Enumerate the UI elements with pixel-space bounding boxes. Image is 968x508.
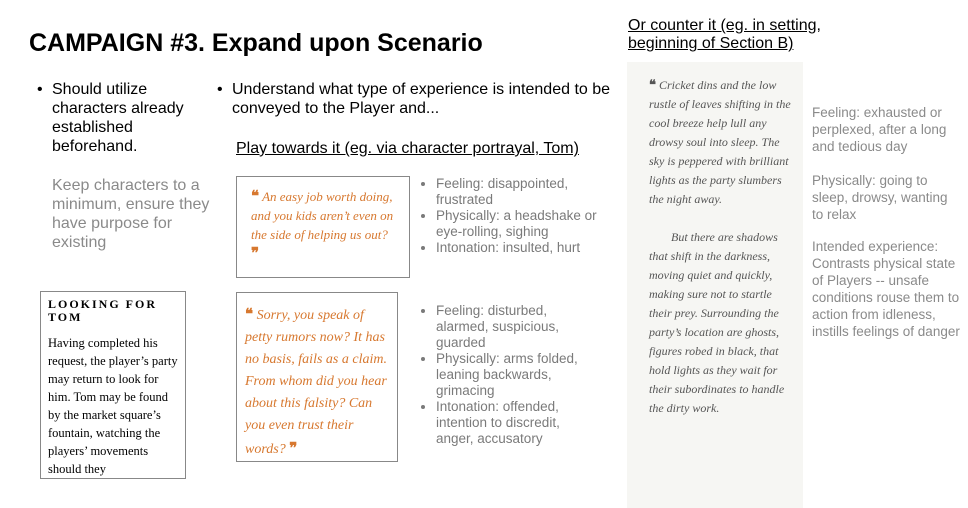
passage-paragraph-2: But there are shadows that shift in the darkness, moving quiet and quickly, making sure not to startle their prey. Surrounding the party’s location are ghosts, figures robed in black, that hold lights as they wait for their subordinates to handle the dirty work. [649, 230, 785, 415]
setting-passage-panel [627, 62, 803, 508]
bullet-text: Should utilize characters already established beforehand. [52, 81, 184, 155]
bullet-dot: • [37, 81, 43, 98]
quote-card-2 [236, 292, 398, 462]
right-note-physically: Physically: going to sleep, drowsy, wanting to relax [812, 173, 948, 222]
quote-body: An easy job worth doing, and you kids aren’t even on the side of helping us out? [251, 189, 394, 242]
note-physically: • Physically: a headshake or eye-rolling, sighing [436, 208, 597, 240]
bullet-text: Understand what type of experience is intended to be conveyed to the Player and... [232, 81, 611, 117]
looking-for-tom-card [40, 291, 186, 479]
note-feeling: • Feeling: disappointed, frustrated [436, 176, 597, 208]
quote-card-1 [236, 176, 410, 278]
slide-title: CAMPAIGN #3. Expand upon Scenario [29, 29, 483, 57]
right-note-intended-experience: Intended experience: Contrasts physical state of Players -- unsafe conditions rouse them to action from idleness, instills feelings of danger [812, 239, 960, 339]
reaction-notes-2 [422, 303, 600, 447]
tom-card-body: Having completed his request, the player’s party may return to look for him. Tom may be found by the market square’s fountain, watching the players’ movements should they [48, 336, 178, 476]
note-intonation: • Intonation: insulted, hurt [436, 240, 597, 256]
note-feeling: • Feeling: disturbed, alarmed, suspicious, guarded [436, 303, 600, 351]
passage-text: Cricket dins and the low rustle of leaves shifting in the cool breeze help lull any drowsy soul into sleep. The sky is peppered with brilliant lights as the party slumbers the night away. [649, 78, 791, 206]
quote-text [245, 303, 389, 461]
gray-note: Keep characters to a minimum, ensure they have purpose for existing [52, 177, 210, 251]
right-note-feeling: Feeling: exhausted or perplexed, after a long and tedious day [812, 105, 947, 154]
quote-text [251, 187, 397, 263]
bullet-player-experience [217, 80, 612, 118]
quote-body: Sorry, you speak of petty rumors now? It has no basis, fails as a claim. From whom did you hear about this falsity? Can you even trust their words? [245, 308, 387, 457]
open-quote-icon: ❝ [245, 305, 254, 323]
note-intonation: • Intonation: offended, intention to discredit, anger, accusatory [436, 399, 600, 447]
counter-heading: Or counter it (eg. in setting, beginning of Section B) [628, 17, 821, 52]
bullet-dot: • [217, 81, 223, 98]
reaction-notes-1 [422, 176, 597, 256]
bullet-established-characters [37, 80, 212, 156]
tom-card-title: LOOKING FOR TOM [48, 297, 158, 324]
close-quote-icon: ❞ [251, 244, 260, 262]
play-towards-heading: Play towards it (eg. via character portrayal, Tom) [236, 140, 579, 157]
note-physically: • Physically: arms folded, leaning backwards, grimacing [436, 351, 600, 399]
passage-paragraph-1 [649, 76, 791, 209]
open-quote-icon: ❝ [649, 78, 656, 93]
open-quote-icon: ❝ [251, 187, 260, 205]
close-quote-icon: ❞ [289, 439, 298, 457]
